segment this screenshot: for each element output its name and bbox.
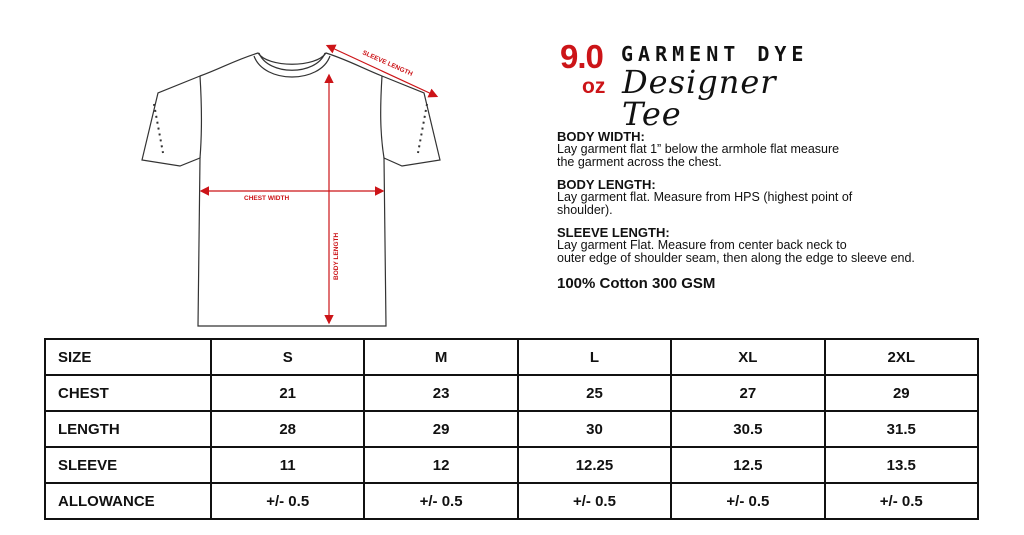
sleeve-length-label: SLEEVE LENGTH <box>361 49 414 78</box>
sleeve-length-section <box>557 226 997 265</box>
table-cell: 12 <box>364 447 517 483</box>
tshirt-diagram <box>140 38 450 338</box>
body-width-text-line: the garment across the chest. <box>557 155 722 169</box>
body-width-section <box>557 130 997 169</box>
body-length-title: BODY LENGTH: <box>557 177 656 192</box>
body-length-text-line: Lay garment flat. Measure from HPS (highest point of <box>557 190 853 204</box>
table-cell: +/- 0.5 <box>825 483 978 519</box>
table-cell: +/- 0.5 <box>211 483 364 519</box>
table-cell: XL <box>671 339 824 375</box>
table-cell: SLEEVE <box>45 447 211 483</box>
table-cell: 2XL <box>825 339 978 375</box>
body-width-text-line: Lay garment flat 1” below the armhole flat measure <box>557 142 840 156</box>
table-cell: SIZE <box>45 339 211 375</box>
table-cell: 12.25 <box>518 447 671 483</box>
tshirt-outline <box>142 53 440 326</box>
brand-logo <box>560 38 820 133</box>
table-cell: +/- 0.5 <box>518 483 671 519</box>
sleeve-length-arrow <box>328 46 436 96</box>
body-width-title: BODY WIDTH: <box>557 129 645 144</box>
table-cell: CHEST <box>45 375 211 411</box>
table-cell: 31.5 <box>825 411 978 447</box>
table-cell: 25 <box>518 375 671 411</box>
table-row <box>45 375 978 411</box>
table-row <box>45 339 978 375</box>
brand-line-garment-dye: GARMENT DYE <box>621 42 809 66</box>
table-cell: 28 <box>211 411 364 447</box>
table-cell: 30.5 <box>671 411 824 447</box>
table-cell: 29 <box>825 375 978 411</box>
body-length-section <box>557 178 997 217</box>
table-row <box>45 483 978 519</box>
chest-width-label: CHEST WIDTH <box>244 195 290 202</box>
table-cell: +/- 0.5 <box>364 483 517 519</box>
brand-line-designer-tee: Designer Tee <box>622 63 777 133</box>
sleeve-length-text-line: Lay garment Flat. Measure from center back neck to <box>557 238 847 252</box>
size-chart-table <box>44 338 979 520</box>
table-cell: M <box>364 339 517 375</box>
table-row <box>45 411 978 447</box>
table-cell: 12.5 <box>671 447 824 483</box>
body-length-label: BODY LENGTH <box>333 232 340 280</box>
measurement-arrows <box>202 46 436 322</box>
table-cell: S <box>211 339 364 375</box>
table-cell: 21 <box>211 375 364 411</box>
table-cell: L <box>518 339 671 375</box>
table-cell: 27 <box>671 375 824 411</box>
fabric-weight-value: 9.0 <box>560 38 603 75</box>
table-cell: LENGTH <box>45 411 211 447</box>
table-cell: 13.5 <box>825 447 978 483</box>
table-cell: ALLOWANCE <box>45 483 211 519</box>
fabric-weight-unit: oz <box>582 75 606 98</box>
table-cell: 11 <box>211 447 364 483</box>
table-cell: +/- 0.5 <box>671 483 824 519</box>
table-row <box>45 447 978 483</box>
table-cell: 29 <box>364 411 517 447</box>
sleeve-hem-stitching <box>154 104 427 153</box>
table-cell: 23 <box>364 375 517 411</box>
body-length-text-line: shoulder). <box>557 203 613 217</box>
table-cell: 30 <box>518 411 671 447</box>
measurement-instructions <box>557 130 997 290</box>
sleeve-length-text-line: outer edge of shoulder seam, then along the edge to sleeve end. <box>557 251 915 265</box>
sleeve-length-title: SLEEVE LENGTH: <box>557 225 670 240</box>
material-spec: 100% Cotton 300 GSM <box>557 275 716 292</box>
